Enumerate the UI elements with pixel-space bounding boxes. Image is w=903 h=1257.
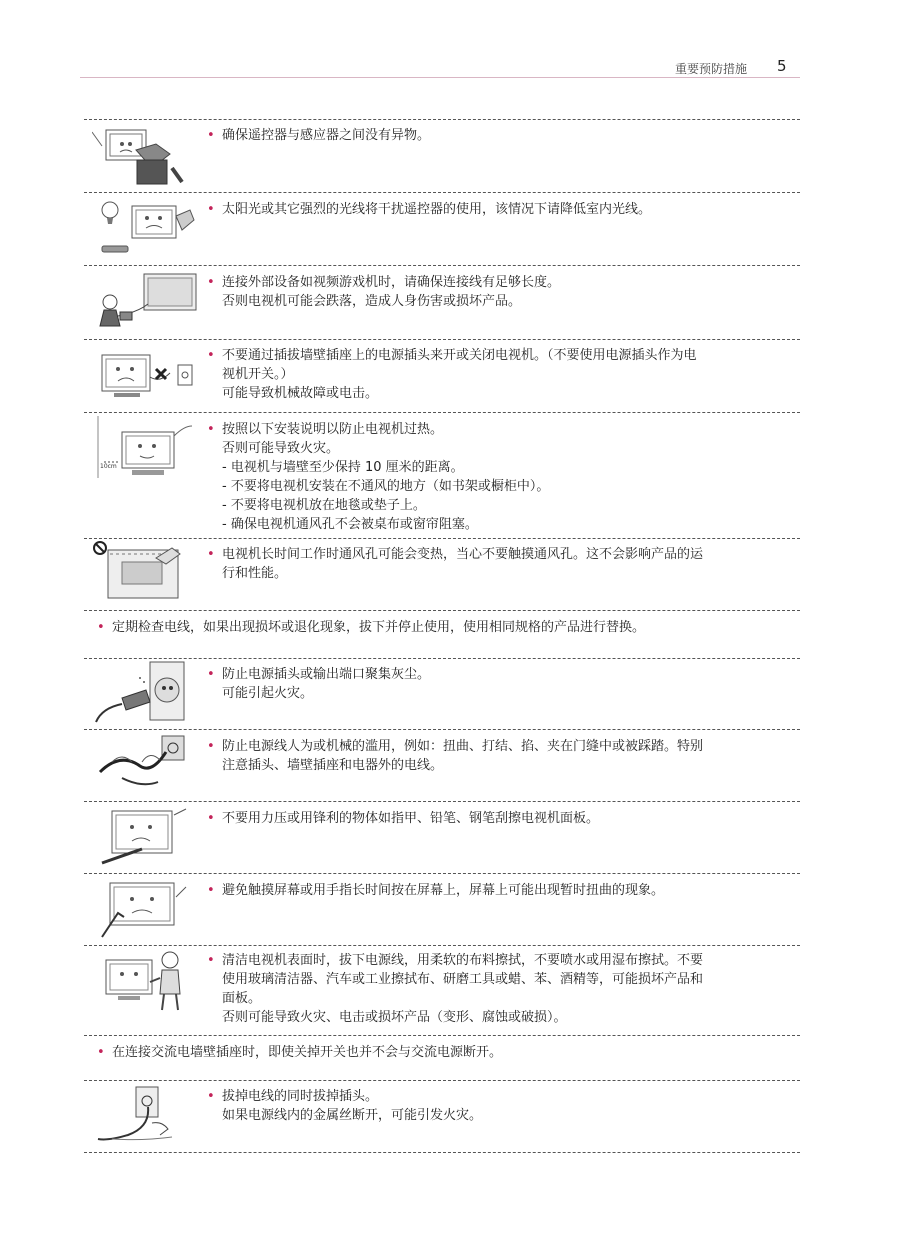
entry-divider	[84, 412, 800, 413]
entry-divider	[84, 1152, 800, 1153]
safety-entry	[207, 809, 787, 828]
dusty-plug-icon	[92, 660, 202, 726]
entry-text: 防止电源插头或输出端口聚集灰尘。	[222, 667, 431, 682]
entry-text-line	[207, 384, 787, 403]
safety-entry	[207, 951, 787, 1027]
entry-text: 否则可能导致火灾。	[222, 441, 340, 456]
entry-text-line	[207, 737, 787, 756]
bullet-icon: •	[97, 1045, 105, 1060]
page-number: 5	[777, 57, 787, 75]
entry-text: 确保遥控器与感应器之间没有异物。	[222, 128, 431, 143]
entry-text-line	[207, 458, 787, 477]
safety-entry	[97, 1043, 787, 1062]
safety-entry	[207, 545, 787, 583]
entry-text-line	[97, 618, 787, 637]
entry-text-line	[207, 1106, 787, 1125]
entry-text: 太阳光或其它强烈的光线将干扰遥控器的使用，该情况下请降低室内光线。	[222, 202, 652, 217]
entry-text-line	[207, 439, 787, 458]
header-title: 重要预防措施	[675, 62, 748, 76]
entry-text-line	[207, 756, 787, 775]
safety-entry	[207, 737, 787, 775]
entry-text: 防止电源线人为或机械的滥用，例如：扭曲、打结、掐、夹在门缝中或被踩踏。特别	[222, 739, 704, 754]
entry-text: 可能导致机械故障或电击。	[222, 386, 379, 401]
bullet-icon: •	[207, 422, 215, 437]
entry-divider	[84, 538, 800, 539]
twisted-cord-icon	[92, 732, 202, 798]
entry-divider	[84, 729, 800, 730]
bullet-icon: •	[207, 275, 215, 290]
safety-entry	[207, 420, 787, 534]
entry-text: 否则电视机可能会跌落，造成人身伤害或损坏产品。	[222, 294, 522, 309]
entry-divider	[84, 873, 800, 874]
entry-text: 不要用力压或用锋利的物体如指甲、铅笔、钢笔刮擦电视机面板。	[222, 811, 600, 826]
sunlight-tv-icon	[92, 196, 202, 262]
entry-text: - 不要将电视机放在地毯或垫子上。	[222, 498, 426, 513]
entry-text: 清洁电视机表面时，拔下电源线，用柔软的布料擦拭，不要喷水或用湿布擦拭。不要	[222, 953, 704, 968]
entry-text: 电视机长时间工作时通风孔可能会变热，当心不要触摸通风孔。这不会影响产品的运	[222, 547, 704, 562]
entry-text-line	[207, 1008, 787, 1027]
unplug-hand-icon	[92, 1083, 202, 1149]
entry-text-line	[207, 564, 787, 583]
entry-text-line	[207, 200, 787, 219]
entry-text-line	[207, 365, 787, 384]
entry-text-line	[207, 545, 787, 564]
safety-entry	[207, 273, 787, 311]
entry-text-line	[207, 881, 787, 900]
scratch-screen-icon	[92, 805, 202, 871]
entry-divider	[84, 801, 800, 802]
entry-text-line	[207, 1087, 787, 1106]
entry-text: 否则可能导致火灾、电击或损坏产品（变形、腐蚀或破损）。	[222, 1010, 567, 1025]
entry-text: - 不要将电视机安装在不通风的地方（如书架或橱柜中）。	[222, 479, 550, 494]
entry-text: 面板。	[222, 991, 262, 1006]
entry-text: 避免触摸屏幕或用手指长时间按在屏幕上，屏幕上可能出现暂时扭曲的现象。	[222, 883, 665, 898]
entry-text-line	[207, 346, 787, 365]
entry-text: 可能引起火灾。	[222, 686, 314, 701]
entry-divider	[84, 119, 800, 120]
safety-entry	[207, 665, 787, 703]
bullet-icon: •	[207, 739, 215, 754]
entry-text-line	[207, 292, 787, 311]
entry-text-line	[207, 515, 787, 534]
safety-entry	[207, 346, 787, 403]
entry-text: 连接外部设备如视频游戏机时，请确保连接线有足够长度。	[222, 275, 561, 290]
entry-text-line	[207, 970, 787, 989]
entry-text: - 确保电视机通风孔不会被桌布或窗帘阻塞。	[222, 517, 478, 532]
safety-entry	[207, 126, 787, 145]
bullet-icon: •	[207, 202, 215, 217]
entry-text: - 电视机与墙壁至少保持 10 厘米的距离。	[222, 460, 464, 475]
entry-text-line	[97, 1043, 787, 1062]
entry-text: 视机开关。）	[222, 367, 294, 382]
bullet-icon: •	[207, 128, 215, 143]
no-touch-vent-icon	[92, 540, 202, 606]
safety-entry	[97, 618, 787, 637]
entry-text-line	[207, 951, 787, 970]
entry-divider	[84, 192, 800, 193]
entry-text-line	[207, 273, 787, 292]
entry-text: 不要通过插拔墙壁插座上的电源插头来开或关闭电视机。（不要使用电源插头作为电	[222, 348, 697, 363]
safety-entry	[207, 1087, 787, 1125]
entry-divider	[84, 945, 800, 946]
entry-text-line	[207, 989, 787, 1008]
bullet-icon: •	[207, 811, 215, 826]
entry-text: 行和性能。	[222, 566, 288, 581]
entry-text: 如果电源线内的金属丝断开，可能引发火灾。	[222, 1108, 483, 1123]
entry-divider	[84, 610, 800, 611]
entry-text: 注意插头、墙壁插座和电器外的电线。	[222, 758, 444, 773]
cleaning-tv-icon	[92, 948, 202, 1014]
bullet-icon: •	[207, 667, 215, 682]
entry-text-line	[207, 126, 787, 145]
entry-text: 拔掉电线的同时拔掉插头。	[222, 1089, 379, 1104]
bullet-icon: •	[207, 953, 215, 968]
remote-sensor-icon	[92, 124, 202, 190]
bullet-icon: •	[97, 620, 105, 635]
entry-text: 在连接交流电墙壁插座时，即使关掉开关也并不会与交流电源断开。	[112, 1045, 503, 1060]
bullet-icon: •	[207, 1089, 215, 1104]
safety-entry	[207, 881, 787, 900]
entry-text: 按照以下安装说明以防止电视机过热。	[222, 422, 444, 437]
entry-text-line	[207, 809, 787, 828]
entry-divider	[84, 658, 800, 659]
entry-text-line	[207, 420, 787, 439]
entry-divider	[84, 1035, 800, 1036]
entry-text: 定期检查电线，如果出现损坏或退化现象，拔下并停止使用，使用相同规格的产品进行替换。	[112, 620, 646, 635]
bullet-icon: •	[207, 883, 215, 898]
svg-text:10cm: 10cm	[100, 463, 117, 470]
entry-text-line	[207, 684, 787, 703]
tv-ventilation-icon	[92, 416, 202, 482]
entry-text-line	[207, 477, 787, 496]
press-screen-icon	[92, 877, 202, 943]
bullet-icon: •	[207, 348, 215, 363]
entry-text: 使用玻璃清洁器、汽车或工业擦拭布、研磨工具或蜡、苯、酒精等，可能损坏产品和	[222, 972, 704, 987]
no-plug-switch-icon	[92, 343, 202, 409]
header-rule	[80, 77, 800, 78]
game-console-cable-icon	[92, 268, 202, 334]
safety-entry	[207, 200, 787, 219]
entry-divider	[84, 339, 800, 340]
entry-divider	[84, 1080, 800, 1081]
bullet-icon: •	[207, 547, 215, 562]
entry-text-line	[207, 665, 787, 684]
entry-text-line	[207, 496, 787, 515]
entry-divider	[84, 265, 800, 266]
